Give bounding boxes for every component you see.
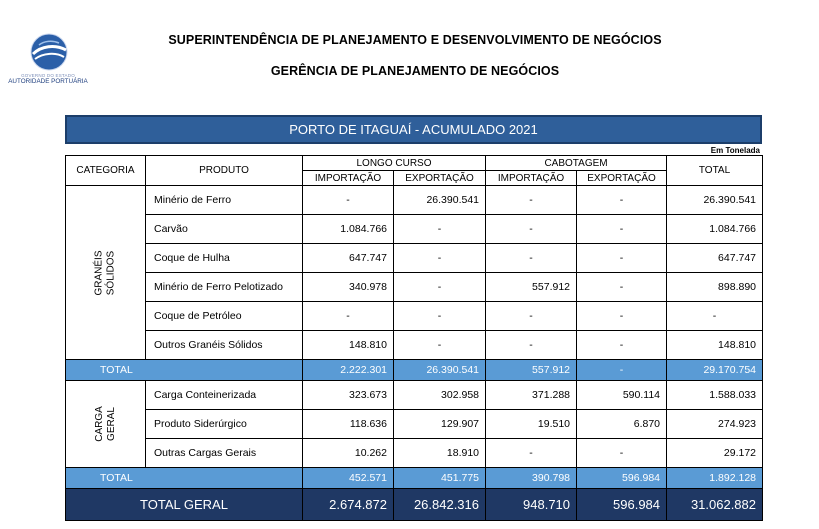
cab-exp-cell: 590.114 xyxy=(577,381,667,410)
subtotal-total: 1.892.128 xyxy=(667,468,763,489)
grand-total-lc-exp: 26.842.316 xyxy=(394,489,486,521)
lc-exp-cell: - xyxy=(394,215,486,244)
grand-total-lc-imp: 2.674.872 xyxy=(303,489,394,521)
product-cell: Outras Cargas Gerais xyxy=(146,439,303,468)
cab-exp-cell: - xyxy=(577,244,667,273)
lc-imp-cell: - xyxy=(303,186,394,215)
table-row xyxy=(66,273,763,302)
table-banner: PORTO DE ITAGUAÍ - ACUMULADO 2021 xyxy=(65,115,762,144)
table-row xyxy=(66,331,763,360)
subtotal-lc-imp: 2.222.301 xyxy=(303,360,394,381)
grand-total-label: TOTAL GERAL xyxy=(66,489,303,521)
cab-exp-cell: - xyxy=(577,215,667,244)
grand-total-row xyxy=(66,489,763,521)
product-cell: Carvão xyxy=(146,215,303,244)
total-cell: 274.923 xyxy=(667,410,763,439)
cab-exp-cell: - xyxy=(577,439,667,468)
lc-exp-cell: 302.958 xyxy=(394,381,486,410)
lc-imp-cell: 148.810 xyxy=(303,331,394,360)
total-cell: 1.084.766 xyxy=(667,215,763,244)
category-cell xyxy=(66,381,146,468)
total-cell: 148.810 xyxy=(667,331,763,360)
authority-logo xyxy=(6,32,90,88)
header-lc-importacao: IMPORTAÇÃO xyxy=(303,171,394,186)
port-authority-emblem-icon xyxy=(26,32,72,72)
grand-total-total: 31.062.882 xyxy=(667,489,763,521)
cab-exp-cell: - xyxy=(577,273,667,302)
cargo-table xyxy=(65,155,763,521)
category-line1: CARGA xyxy=(93,406,105,442)
header-produto: PRODUTO xyxy=(146,156,303,186)
lc-exp-cell: 26.390.541 xyxy=(394,186,486,215)
total-cell: 647.747 xyxy=(667,244,763,273)
product-cell: Produto Siderúrgico xyxy=(146,410,303,439)
category-line1: GRANÉIS xyxy=(93,249,105,296)
cab-exp-cell: - xyxy=(577,186,667,215)
category-line2: SÓLIDOS xyxy=(105,250,117,295)
lc-exp-cell: - xyxy=(394,244,486,273)
lc-exp-cell: - xyxy=(394,273,486,302)
lc-imp-cell: 323.673 xyxy=(303,381,394,410)
total-cell: 1.588.033 xyxy=(667,381,763,410)
subtotal-lc-exp: 26.390.541 xyxy=(394,360,486,381)
category-label xyxy=(94,406,118,442)
table-row xyxy=(66,439,763,468)
total-cell: 898.890 xyxy=(667,273,763,302)
lc-exp-cell: - xyxy=(394,331,486,360)
product-cell: Outros Granéis Sólidos xyxy=(146,331,303,360)
table-row xyxy=(66,410,763,439)
cab-imp-cell: - xyxy=(486,331,577,360)
category-cell xyxy=(66,186,146,360)
cab-imp-cell: - xyxy=(486,215,577,244)
subtotal-cab-imp: 390.798 xyxy=(486,468,577,489)
lc-imp-cell: 118.636 xyxy=(303,410,394,439)
header-cabotagem: CABOTAGEM xyxy=(486,156,667,171)
cab-imp-cell: 557.912 xyxy=(486,273,577,302)
header-cab-exportacao: EXPORTAÇÃO xyxy=(577,171,667,186)
total-cell: - xyxy=(667,302,763,331)
cab-exp-cell: 6.870 xyxy=(577,410,667,439)
category-label xyxy=(93,250,117,295)
cab-imp-cell: - xyxy=(486,439,577,468)
product-cell: Carga Conteinerizada xyxy=(146,381,303,410)
lc-imp-cell: 647.747 xyxy=(303,244,394,273)
total-cell: 26.390.541 xyxy=(667,186,763,215)
category-line2: GERAL xyxy=(105,407,117,441)
product-cell: Minério de Ferro xyxy=(146,186,303,215)
table-row xyxy=(66,302,763,331)
subtotal-cab-imp: 557.912 xyxy=(486,360,577,381)
header-cab-importacao: IMPORTAÇÃO xyxy=(486,171,577,186)
cab-exp-cell: - xyxy=(577,331,667,360)
product-cell: Coque de Petróleo xyxy=(146,302,303,331)
table-row xyxy=(66,244,763,273)
lc-exp-cell: - xyxy=(394,302,486,331)
cab-imp-cell: - xyxy=(486,244,577,273)
subtotal-label: TOTAL xyxy=(66,468,303,489)
unit-note: Em Tonelada xyxy=(710,146,760,155)
page-title: SUPERINTENDÊNCIA DE PLANEJAMENTO E DESENVOLVIMENTO DE NEGÓCIOS xyxy=(168,33,662,47)
subtotal-cab-exp: - xyxy=(577,360,667,381)
lc-imp-cell: 340.978 xyxy=(303,273,394,302)
logo-small-text: GOVERNO DO ESTADO xyxy=(21,73,75,78)
subtotal-label: TOTAL xyxy=(66,360,303,381)
cab-imp-cell: - xyxy=(486,302,577,331)
lc-imp-cell: 1.084.766 xyxy=(303,215,394,244)
lc-exp-cell: 18.910 xyxy=(394,439,486,468)
logo-text: AUTORIDADE PORTUÁRIA xyxy=(8,78,88,85)
header-total: TOTAL xyxy=(667,156,763,186)
subtotal-total: 29.170.754 xyxy=(667,360,763,381)
table-row xyxy=(66,186,763,215)
lc-exp-cell: 129.907 xyxy=(394,410,486,439)
grand-total-cab-exp: 596.984 xyxy=(577,489,667,521)
lc-imp-cell: - xyxy=(303,302,394,331)
cab-imp-cell: - xyxy=(486,186,577,215)
cab-exp-cell: - xyxy=(577,302,667,331)
header-lc-exportacao: EXPORTAÇÃO xyxy=(394,171,486,186)
grand-total-cab-imp: 948.710 xyxy=(486,489,577,521)
product-cell: Coque de Hulha xyxy=(146,244,303,273)
subtotal-lc-imp: 452.571 xyxy=(303,468,394,489)
cab-imp-cell: 19.510 xyxy=(486,410,577,439)
table-row xyxy=(66,215,763,244)
page-subtitle: GERÊNCIA DE PLANEJAMENTO DE NEGÓCIOS xyxy=(270,64,560,78)
subtotal-row xyxy=(66,468,763,489)
header-longo-curso: LONGO CURSO xyxy=(303,156,486,171)
subtotal-lc-exp: 451.775 xyxy=(394,468,486,489)
subtotal-row xyxy=(66,360,763,381)
product-cell: Minério de Ferro Pelotizado xyxy=(146,273,303,302)
lc-imp-cell: 10.262 xyxy=(303,439,394,468)
header-categoria: CATEGORIA xyxy=(66,156,146,186)
total-cell: 29.172 xyxy=(667,439,763,468)
cab-imp-cell: 371.288 xyxy=(486,381,577,410)
subtotal-cab-exp: 596.984 xyxy=(577,468,667,489)
table-row xyxy=(66,381,763,410)
